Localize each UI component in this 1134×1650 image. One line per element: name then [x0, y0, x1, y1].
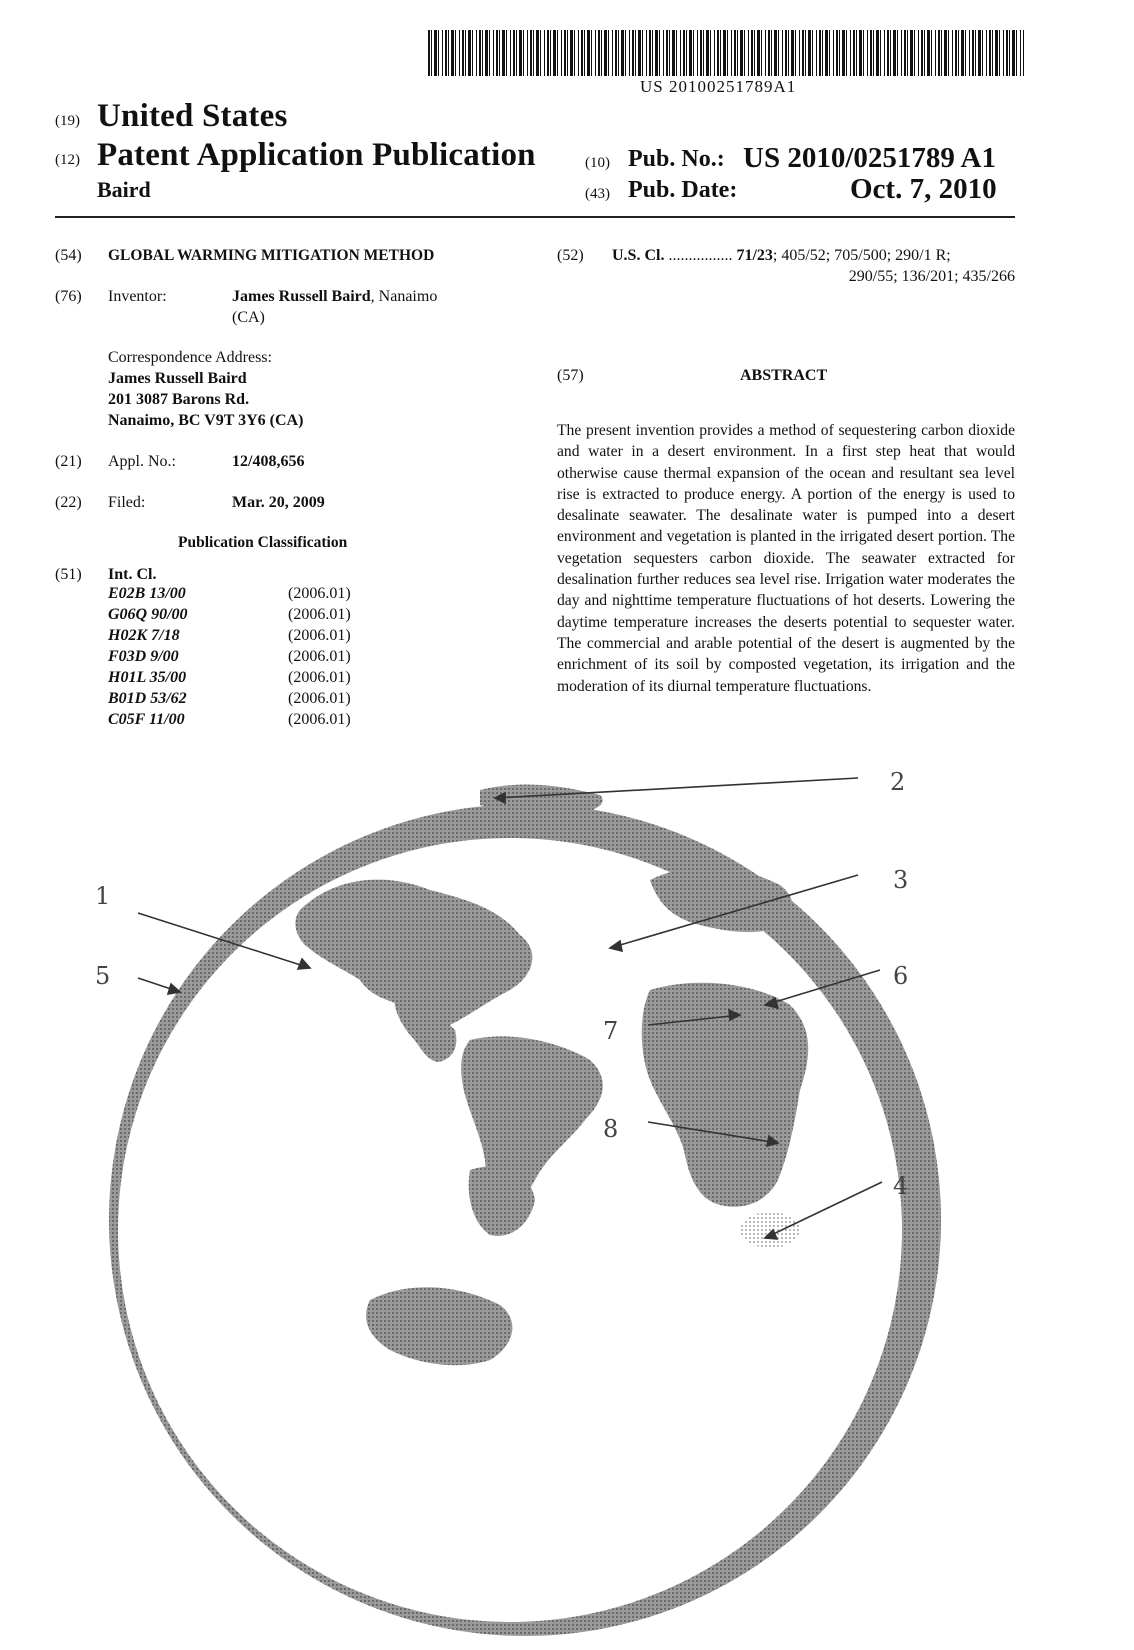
- class-code: E02B 13/00: [108, 585, 186, 602]
- invention-title: GLOBAL WARMING MITIGATION METHOD: [108, 247, 435, 264]
- code-22: (22): [55, 494, 82, 511]
- uscl-dots: ................: [668, 247, 733, 264]
- class-row: [108, 585, 368, 606]
- code-43: (43): [585, 186, 610, 202]
- class-code: F03D 9/00: [108, 648, 179, 665]
- class-row: [108, 690, 368, 711]
- correspondence-line-3: Nanaimo, BC V9T 3Y6 (CA): [108, 412, 304, 429]
- appl-no: 12/408,656: [232, 453, 305, 470]
- code-19: (19): [55, 113, 80, 129]
- header-rule: [55, 216, 1015, 218]
- class-year: (2006.01): [288, 606, 351, 623]
- figure-label-6: 6: [893, 962, 909, 990]
- pub-date: Oct. 7, 2010: [850, 173, 997, 205]
- class-code: G06Q 90/00: [108, 606, 188, 623]
- globe-figure: [0, 760, 1134, 1650]
- inventor-line: [232, 286, 437, 307]
- class-row: [108, 669, 368, 690]
- desert-region: [740, 1212, 800, 1248]
- uscl-label: U.S. Cl.: [612, 247, 665, 264]
- barcode: [428, 30, 1024, 76]
- figure-label-3: 3: [893, 866, 909, 894]
- figure-label-2: 2: [890, 768, 906, 796]
- code-12: (12): [55, 152, 80, 168]
- code-52: (52): [557, 247, 584, 264]
- class-year: (2006.01): [288, 711, 351, 728]
- class-row: [108, 627, 368, 648]
- class-code: H01L 35/00: [108, 669, 187, 686]
- code-57: (57): [557, 367, 584, 384]
- class-code: H02K 7/18: [108, 627, 180, 644]
- code-54: (54): [55, 247, 82, 264]
- abstract-text: The present invention provides a method of sequestering carbon dioxide and water in a desert environment. In a first step heat that would otherwise cause thermal expansion of the ocean and resultant sea level rise is extracted to produce energy. A portion of the energy is used to desalinate seawater. The desalinate water is pumped into a desert environment and vegetation is planted in the irrigated desert portion. The vegetation sequesters carbon dioxide. The seawater extracted for desalination further reduces sea level rise. Irrigation water moderates the day and nighttime temperature fluctuations of hot deserts. Lowering the daytime temperature increases the deserts potential to sequester water. The commercial and arable potential of the desert is augmented by the enrichment of its soil by composted vegetation, its irrigation and the moderation of its diurnal temperature fluctuations.: [557, 422, 1015, 695]
- intcl-label: Int. Cl.: [108, 566, 157, 583]
- figure-label-8: 8: [603, 1115, 619, 1143]
- class-year: (2006.01): [288, 648, 351, 665]
- class-row: [108, 711, 368, 732]
- barcode-number: US 20100251789A1: [640, 77, 797, 96]
- uscl-line-1: [612, 245, 951, 266]
- class-year: (2006.01): [288, 690, 351, 707]
- pub-date-label: Pub. Date:: [628, 177, 738, 203]
- class-code: B01D 53/62: [108, 690, 187, 707]
- applicant: Baird: [97, 177, 151, 202]
- class-row: [108, 648, 368, 669]
- uscl-rest-1: ; 405/52; 705/500; 290/1 R;: [772, 247, 951, 264]
- correspondence-label: Correspondence Address:: [108, 349, 272, 366]
- figure-label-7: 7: [603, 1017, 619, 1045]
- correspondence-line-2: 201 3087 Barons Rd.: [108, 391, 250, 408]
- inventor-country: (CA): [232, 309, 265, 326]
- class-row: [108, 606, 368, 627]
- pub-class-heading: Publication Classification: [178, 534, 348, 551]
- class-year: (2006.01): [288, 585, 351, 602]
- inventor-name: James Russell Baird: [232, 288, 371, 305]
- inventor-label: Inventor:: [108, 288, 167, 305]
- pub-no-label: Pub. No.:: [628, 146, 725, 172]
- figure-label-1: 1: [95, 882, 111, 910]
- appl-no-label: Appl. No.:: [108, 453, 176, 470]
- code-21: (21): [55, 453, 82, 470]
- code-76: (76): [55, 288, 82, 305]
- uscl-rest-2: 290/55; 136/201; 435/266: [848, 268, 1015, 285]
- filed-date: Mar. 20, 2009: [232, 494, 325, 511]
- abstract-heading: ABSTRACT: [740, 367, 828, 384]
- inventor-city: , Nanaimo: [370, 288, 438, 305]
- pub-type: Patent Application Publication: [97, 137, 536, 173]
- class-year: (2006.01): [288, 627, 351, 644]
- pub-no: US 2010/0251789 A1: [743, 142, 996, 174]
- code-51: (51): [55, 566, 82, 583]
- class-code: C05F 11/00: [108, 711, 185, 728]
- filed-label: Filed:: [108, 494, 146, 511]
- country: United States: [97, 98, 288, 134]
- code-10: (10): [585, 155, 610, 171]
- correspondence-line-1: James Russell Baird: [108, 370, 247, 387]
- figure-label-4: 4: [893, 1172, 909, 1200]
- figure-label-5: 5: [95, 962, 111, 990]
- class-year: (2006.01): [288, 669, 351, 686]
- uscl-main: 71/23: [736, 247, 773, 264]
